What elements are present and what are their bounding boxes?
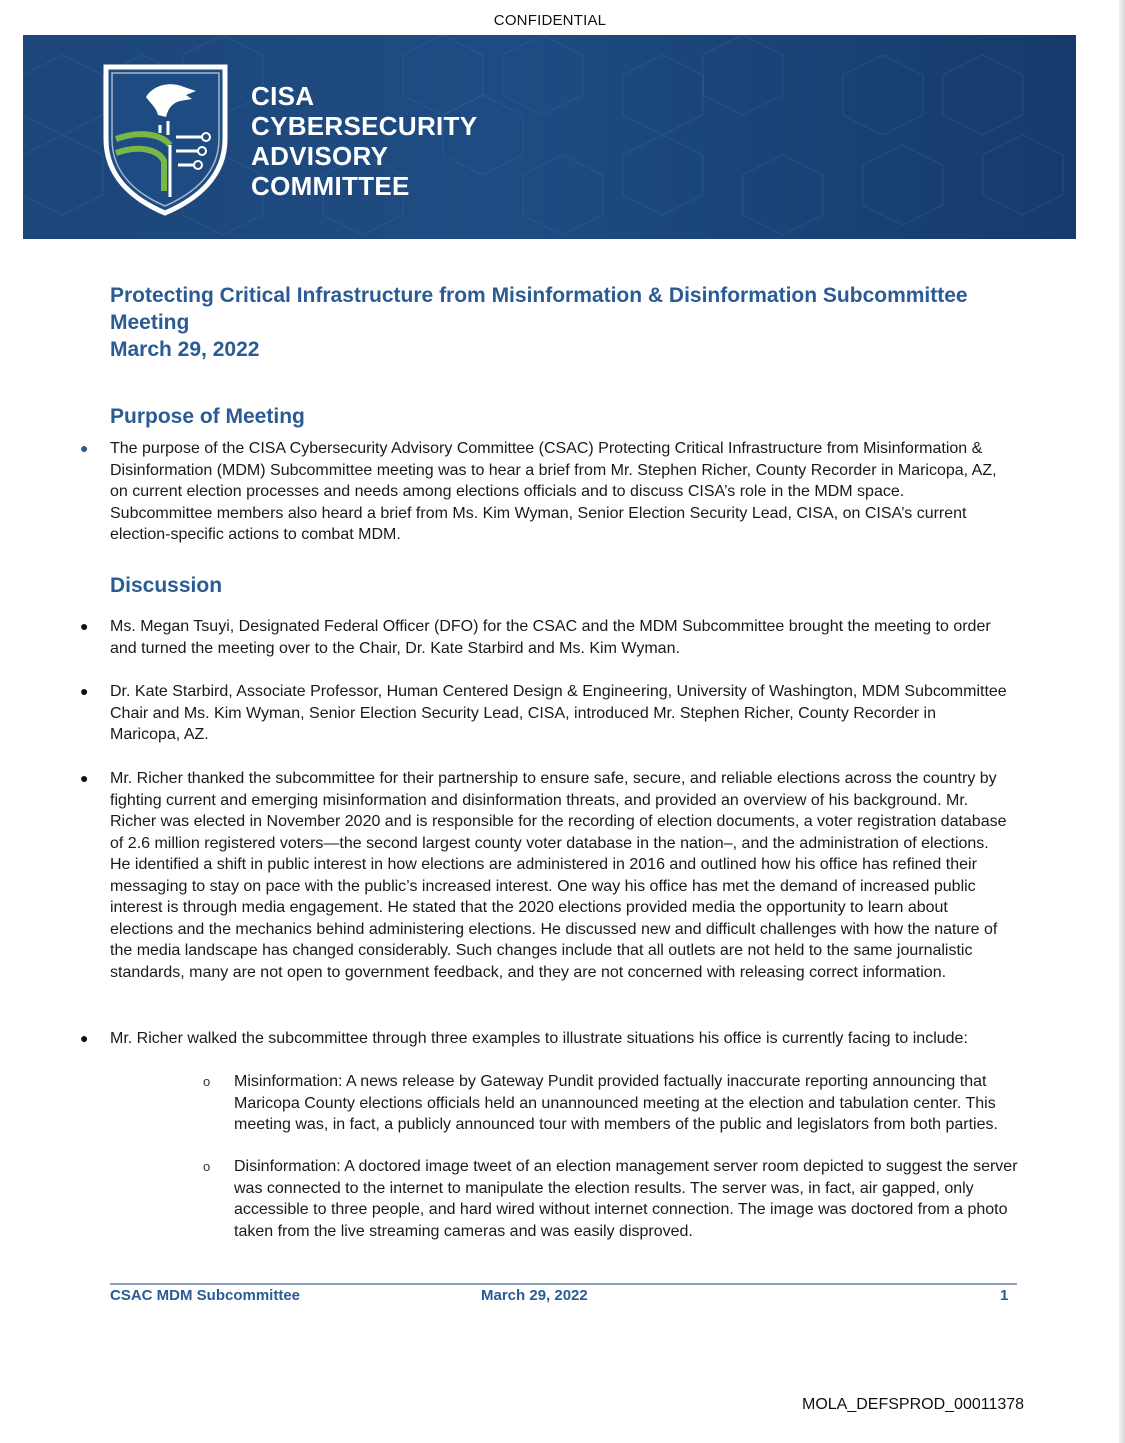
confidential-label: CONFIDENTIAL — [493, 12, 607, 29]
purpose-text: The purpose of the CISA Cybersecurity Advisory Committee (CSAC) Protecting Critical Infrastructure from Misinformation & Disinformation (MDM) Subcommittee meeting was to hear a brief from Mr. Stephen Richer, County Recorder in Maricopa, AZ, on current election processes and needs among elections officials and to discuss CISA’s role in the MDM space. Subcommittee members also heard a brief from Ms. Kim Wyman, Senior Election Security Lead, CISA, on CISA’s current election-specific actions to combat MDM. — [110, 440, 997, 543]
discussion-item: Mr. Richer thanked the subcommittee for their partnership to ensure safe, secure, and reliable elections across the country by fighting current and emerging misinformation and disinformation threats, and provided an overview of his background. Mr. Richer was elected in November 2020 and is responsible for the recording of election documents, a voter registration database of 2.6 million registered voters—the second largest county voter database in the nation–, and the administration of elections. He identified a shift in public interest in how elections are administered in 2016 and outlined how his office has refined their messaging to stay on pace with the public’s increased interest. One way his office has met the demand of increased public interest is through media engagement. He stated that the 2020 elections provided media the opportunity to learn about elections and the mechanics behind administering elections. He discussed new and difficult challenges with how the nature of the media landscape has changed considerably. Such changes include that all outlets are not held to the same journalistic standards, many are not open to government feedback, and they are not concerned with releasing correct information. — [110, 770, 1007, 981]
bullet-icon: ● — [80, 770, 89, 786]
sub-bullet-icon: o — [203, 1159, 211, 1174]
org-name-line: CYBERSECURITY — [251, 111, 478, 141]
bullet-icon: ● — [80, 618, 89, 634]
purpose-heading: Purpose of Meeting — [110, 405, 305, 428]
title-date: March 29, 2022 — [110, 338, 260, 361]
org-name-line: ADVISORY — [251, 141, 389, 171]
discussion-sub-item: Disinformation: A doctored image tweet of an election management server room depicted to suggest the server was connected to the internet to manipulate the election results. The server was, in fact, air gapped, only accessible to three people, and hard wired without internet connection. The image was doctored from a photo taken from the live streaming cameras and was easily disproved. — [234, 1158, 1018, 1240]
title-line: Meeting — [110, 311, 190, 334]
footer-date: March 29, 2022 — [481, 1287, 588, 1304]
bullet-icon: ● — [80, 440, 89, 456]
footer-committee: CSAC MDM Subcommittee — [110, 1287, 301, 1304]
title-line: Protecting Critical Infrastructure from Misinformation & Disinformation Subcommittee — [110, 284, 968, 307]
footer-divider — [110, 1283, 1017, 1285]
discussion-item: Ms. Megan Tsuyi, Designated Federal Officer (DFO) for the CSAC and the MDM Subcommittee brought the meeting to order and turned the meeting over to the Chair, Dr. Kate Starbird and Ms. Kim Wyman. — [110, 618, 991, 657]
discussion-heading: Discussion — [110, 574, 223, 597]
bullet-icon: ● — [80, 683, 89, 699]
org-name-line: CISA — [251, 81, 315, 111]
discussion-item: Dr. Kate Starbird, Associate Professor, Human Centered Design & Engineering, University of Washington, MDM Subcommittee Chair and Ms. Kim Wyman, Senior Election Security Lead, CISA, introduced Mr. Stephen Richer, County Recorder in Maricopa, AZ. — [110, 683, 1007, 743]
bullet-icon: ● — [80, 1030, 89, 1046]
org-name — [251, 81, 477, 201]
discussion-sub-item: Misinformation: A news release by Gateway Pundit provided factually inaccurate reporting announcing that Maricopa County elections officials held an unannounced meeting at the election and tabulation center. This meeting was, in fact, a publicly announced tour with members of the public and legislators from both parties. — [234, 1073, 998, 1133]
cisa-banner — [23, 35, 1076, 239]
bates-number: MOLA_DEFSPROD_00011378 — [802, 1396, 1025, 1413]
cisa-eagle-shield-logo-icon — [98, 61, 233, 217]
sub-bullet-icon: o — [203, 1074, 211, 1089]
page-edge-shadow — [1119, 0, 1125, 1443]
footer-page-number: 1 — [1000, 1287, 1009, 1304]
org-name-line: COMMITTEE — [251, 171, 410, 201]
discussion-item: Mr. Richer walked the subcommittee through three examples to illustrate situations his office is currently facing to include: — [110, 1030, 968, 1047]
document-title — [110, 282, 1030, 363]
